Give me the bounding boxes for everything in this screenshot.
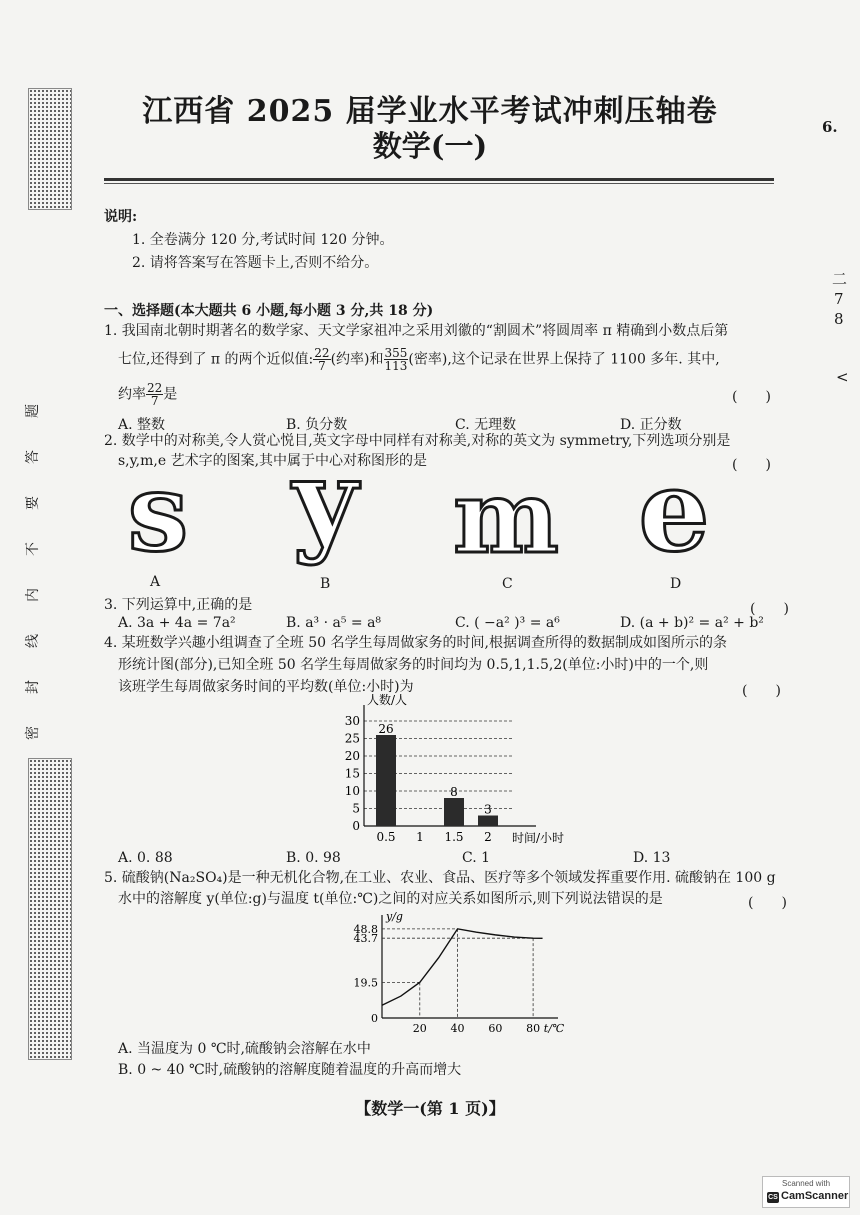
- y-tick-label: 0: [371, 1012, 378, 1025]
- q3-option-a: A. 3a + 4a = 7a²: [118, 615, 236, 631]
- q1-text: 七位,还得到了 π 的两个近似值:: [118, 351, 314, 368]
- bar-data-label: 8: [450, 785, 458, 799]
- frac-den: 7: [318, 359, 326, 373]
- q2-label-b: B: [320, 576, 331, 592]
- q1-line3: [118, 382, 177, 407]
- answer-paren: ( ): [742, 683, 781, 699]
- bar-data-label: 26: [378, 722, 394, 736]
- q4-line3: 该班学生每周做家务时间的平均数(单位:小时)为: [118, 679, 414, 695]
- instructions-heading: 说明:: [104, 209, 138, 225]
- letter-s-figure: s: [127, 470, 189, 576]
- y-tick-label: 43.7: [353, 932, 378, 946]
- binding-char: 封: [25, 680, 41, 694]
- bar: [376, 735, 396, 826]
- page-subtitle: 数学(一): [372, 129, 488, 163]
- q5-line1: 5. 硫酸钠(Na₂SO₄)是一种无机化合物,在工业、农业、食品、医疗等多个领域发挥重要作用. 硫酸钠在 100 g: [104, 870, 776, 886]
- q4-option-d: D. 13: [633, 850, 671, 866]
- x-tick-label: 20: [412, 1022, 427, 1033]
- scanner-watermark: [762, 1176, 850, 1208]
- q2-letter-figures: [0, 470, 860, 580]
- x-tick-label: 1: [416, 830, 424, 844]
- x-tick-label: 80: [526, 1022, 541, 1033]
- answer-paren: ( ): [748, 895, 787, 911]
- q4-line1: 4. 某班数学兴趣小组调查了全班 50 名学生每周做家务的时间,根据调查所得的数据制成如图所示的条: [104, 635, 727, 651]
- q4-bar-chart: [336, 688, 576, 848]
- frac-den: 113: [384, 359, 408, 373]
- q4-option-c: C. 1: [462, 850, 491, 866]
- camscanner-icon: CS: [768, 1194, 778, 1201]
- y-tick-label: 19.5: [353, 976, 378, 990]
- q1-line2: [118, 347, 720, 372]
- q3-stem: 3. 下列运算中,正确的是: [104, 597, 253, 613]
- q2-line1: 2. 数学中的对称美,令人赏心悦目,英文字母中同样有对称美,对称的英文为 symmetry,下列选项分别是: [104, 433, 731, 449]
- frac-den: 7: [150, 394, 159, 408]
- q5-option-a: A. 当温度为 0 ℃时,硫酸钠会溶解在水中: [118, 1041, 371, 1057]
- q4-option-b: B. 0. 98: [286, 850, 341, 866]
- scanner-brand: [767, 1190, 848, 1203]
- title-divider: [104, 178, 774, 181]
- q1-line1: 1. 我国南北朝时期著名的数学家、天文学家祖冲之采用刘徽的“割圆术”将圆周率 π 精确到小数点后第: [104, 323, 729, 339]
- q1-option-c: C. 无理数: [455, 417, 517, 433]
- y-tick-label: 10: [344, 784, 360, 798]
- binding-pattern-bottom: [28, 758, 72, 1060]
- letter-y-figure: y: [292, 470, 358, 567]
- q5-line2: 水中的溶解度 y(单位:g)与温度 t(单位:℃)之间的对应关系如图所示,则下列说法错误的是: [118, 891, 663, 907]
- fraction: [146, 382, 163, 407]
- fraction: [384, 347, 409, 372]
- edge-fragment: <: [836, 368, 849, 386]
- bar: [444, 798, 464, 826]
- scanner-brand-text: CamScanner: [781, 1190, 849, 1202]
- binding-char: 答: [25, 450, 41, 464]
- x-axis-label: t/℃: [543, 1022, 565, 1033]
- q3-option-c: C. ( −a² )³ = a⁶: [455, 615, 560, 631]
- q2-label-c: C: [502, 576, 513, 592]
- q1-option-b: B. 负分数: [286, 417, 348, 433]
- x-tick-label: 60: [488, 1022, 503, 1033]
- page-title: 江西省 2025 届学业水平考试冲刺压轴卷: [142, 94, 718, 129]
- q1-text: (约率)和: [330, 351, 384, 368]
- x-tick-label: 40: [450, 1022, 465, 1033]
- scanner-caption: Scanned with: [781, 1179, 831, 1188]
- frac-num: 355: [384, 346, 408, 360]
- q1-text: 约率: [118, 386, 146, 403]
- binding-char: 要: [25, 496, 41, 510]
- binding-char: 内: [25, 588, 41, 602]
- y-axis-label: 人数/人: [367, 693, 408, 707]
- binding-strip: [25, 88, 72, 1088]
- binding-char: 不: [25, 542, 41, 556]
- instruction-item: 2. 请将答案写在答题卡上,否则不给分。: [132, 255, 379, 271]
- q2-line2: s,y,m,e 艺术字的图案,其中属于中心对称图形的是: [118, 453, 428, 469]
- edge-fragment: 二: [832, 270, 848, 288]
- q3-option-d: D. (a + b)² = a² + b²: [620, 615, 764, 631]
- y-tick-label: 0: [352, 819, 360, 833]
- edge-fragment: 7: [834, 290, 844, 308]
- q2-label-a: A: [150, 574, 161, 590]
- q2-label-d: D: [670, 576, 682, 592]
- q1-text: 是: [163, 386, 178, 403]
- frac-num: 22: [147, 381, 163, 395]
- y-tick-label: 30: [344, 714, 360, 728]
- binding-char: 题: [25, 404, 41, 418]
- answer-paren: ( ): [750, 601, 789, 617]
- fraction: [313, 347, 330, 372]
- letter-m-figure: m: [453, 470, 559, 576]
- y-axis-label: y/g: [386, 910, 403, 923]
- q3-option-b: B. a³ · a⁵ = a⁸: [286, 615, 382, 631]
- instruction-item: 1. 全卷满分 120 分,考试时间 120 分钟。: [132, 232, 394, 248]
- q4-option-a: A. 0. 88: [118, 850, 173, 866]
- edge-number: 6.: [822, 118, 838, 136]
- letter-e-figure: e: [638, 470, 710, 577]
- answer-paren: ( ): [732, 457, 771, 473]
- q4-line2: 形统计图(部分),已知全班 50 名学生每周做家务的时间均为 0.5,1,1.5,2(单位:小时)中的一个,则: [118, 657, 709, 673]
- y-tick-label: 20: [344, 749, 360, 763]
- page-footer: 【数学一(第 1 页)】: [355, 1099, 505, 1118]
- y-tick-label: 5: [352, 801, 360, 816]
- x-tick-label: 1.5: [444, 830, 464, 844]
- q5-line-chart: [346, 908, 566, 1033]
- edge-fragment: 8: [834, 310, 844, 328]
- q1-option-a: A. 整数: [118, 417, 166, 433]
- answer-paren: ( ): [732, 389, 771, 405]
- section-heading: 一、选择题(本大题共 6 小题,每小题 3 分,共 18 分): [104, 303, 434, 319]
- bar-data-label: 3: [484, 802, 492, 817]
- bar: [478, 816, 498, 827]
- x-tick-label: 0.5: [376, 830, 396, 844]
- y-tick-label: 15: [344, 766, 360, 781]
- q1-text: (密率),这个记录在世界上保持了 1100 多年. 其中,: [408, 351, 720, 368]
- q5-option-b: B. 0 ~ 40 ℃时,硫酸钠的溶解度随着温度的升高而增大: [118, 1062, 462, 1078]
- frac-num: 22: [314, 346, 330, 360]
- title-divider-thin: [104, 183, 774, 184]
- solubility-curve: [382, 929, 543, 1005]
- x-tick-label: 2: [484, 830, 492, 844]
- x-axis-label: 时间/小时: [511, 831, 565, 845]
- y-tick-label: 48.8: [353, 922, 378, 936]
- binding-char: 线: [25, 634, 41, 648]
- binding-char: 密: [25, 726, 41, 740]
- y-tick-label: 25: [344, 731, 360, 746]
- q1-option-d: D. 正分数: [620, 417, 682, 433]
